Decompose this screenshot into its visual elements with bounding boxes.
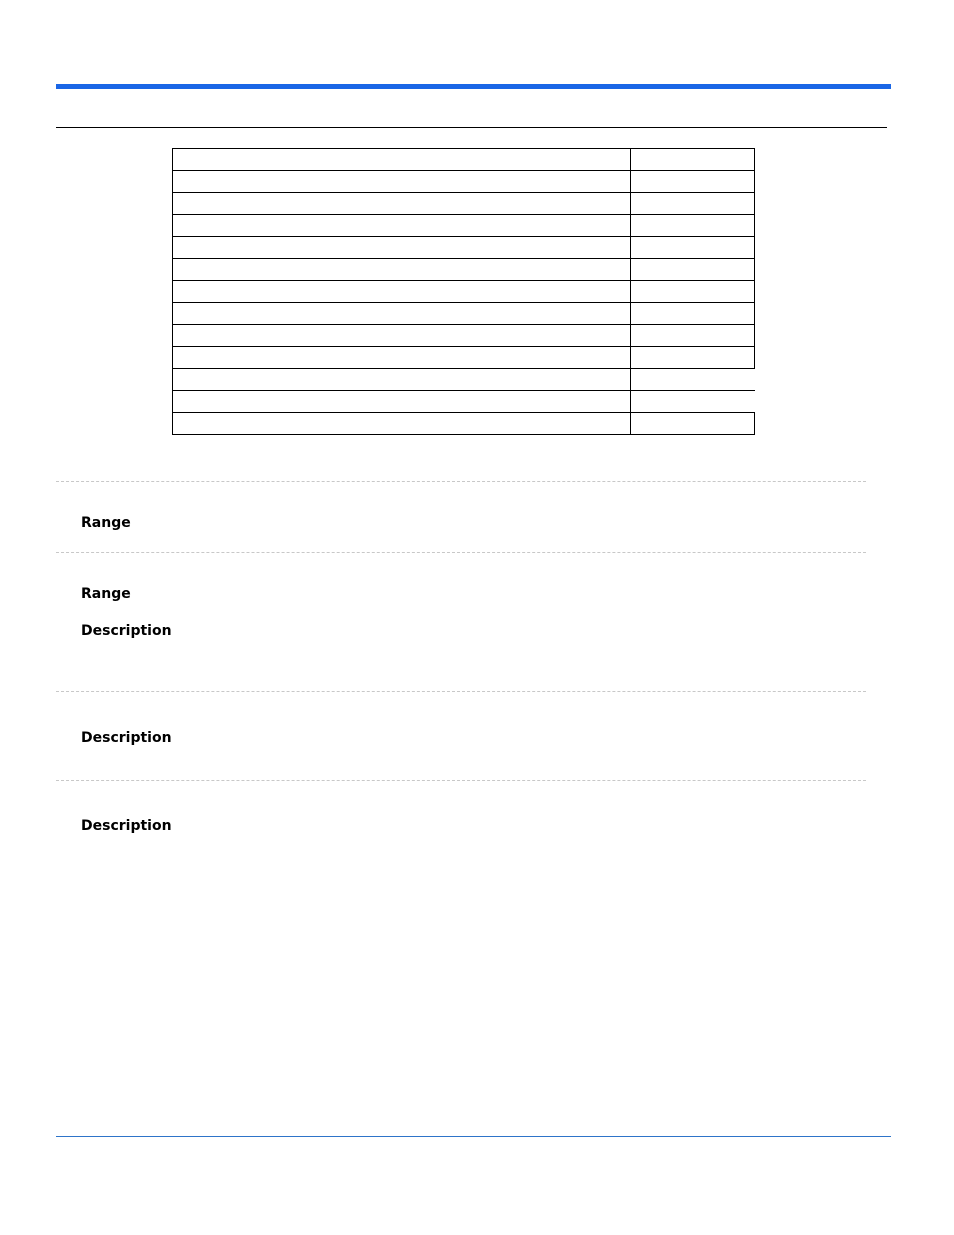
section-divider bbox=[56, 691, 866, 692]
table-row bbox=[173, 215, 755, 237]
table-cell bbox=[631, 281, 755, 303]
table-row bbox=[173, 237, 755, 259]
table-row bbox=[173, 281, 755, 303]
table-cell bbox=[173, 325, 631, 347]
description-label: Description bbox=[81, 730, 172, 746]
table-cell bbox=[631, 237, 755, 259]
table-cell bbox=[173, 193, 631, 215]
table-row bbox=[173, 347, 755, 369]
table-row bbox=[173, 149, 755, 171]
header-rule bbox=[56, 127, 887, 128]
table-cell bbox=[173, 413, 631, 435]
table-cell bbox=[173, 281, 631, 303]
table-row bbox=[173, 193, 755, 215]
table-row bbox=[173, 325, 755, 347]
table-cell bbox=[173, 149, 631, 171]
parameter-table bbox=[172, 148, 755, 435]
table-cell bbox=[631, 171, 755, 193]
table-cell bbox=[173, 347, 631, 369]
table-cell bbox=[631, 391, 755, 413]
table-cell bbox=[631, 303, 755, 325]
footer-rule bbox=[56, 1136, 891, 1137]
header-accent-bar bbox=[56, 84, 891, 89]
table-cell bbox=[631, 325, 755, 347]
description-label: Description bbox=[81, 623, 172, 639]
description-label: Description bbox=[81, 818, 172, 834]
table-cell bbox=[631, 193, 755, 215]
table-row bbox=[173, 171, 755, 193]
table-cell bbox=[173, 215, 631, 237]
table-cell bbox=[631, 259, 755, 281]
table-cell bbox=[631, 347, 755, 369]
table-cell bbox=[631, 369, 755, 391]
section-divider bbox=[56, 780, 866, 781]
range-label: Range bbox=[81, 515, 131, 531]
table-cell bbox=[173, 369, 631, 391]
table-cell bbox=[173, 237, 631, 259]
table-row bbox=[173, 391, 755, 413]
table-row bbox=[173, 303, 755, 325]
table-cell bbox=[173, 259, 631, 281]
table-row bbox=[173, 259, 755, 281]
table-cell bbox=[631, 413, 755, 435]
table-cell bbox=[173, 171, 631, 193]
table-cell bbox=[631, 215, 755, 237]
range-label: Range bbox=[81, 586, 131, 602]
section-divider bbox=[56, 552, 866, 553]
table-cell bbox=[173, 303, 631, 325]
table-cell bbox=[173, 391, 631, 413]
section-divider bbox=[56, 481, 866, 482]
table-cell bbox=[631, 149, 755, 171]
table-row bbox=[173, 413, 755, 435]
table-row bbox=[173, 369, 755, 391]
